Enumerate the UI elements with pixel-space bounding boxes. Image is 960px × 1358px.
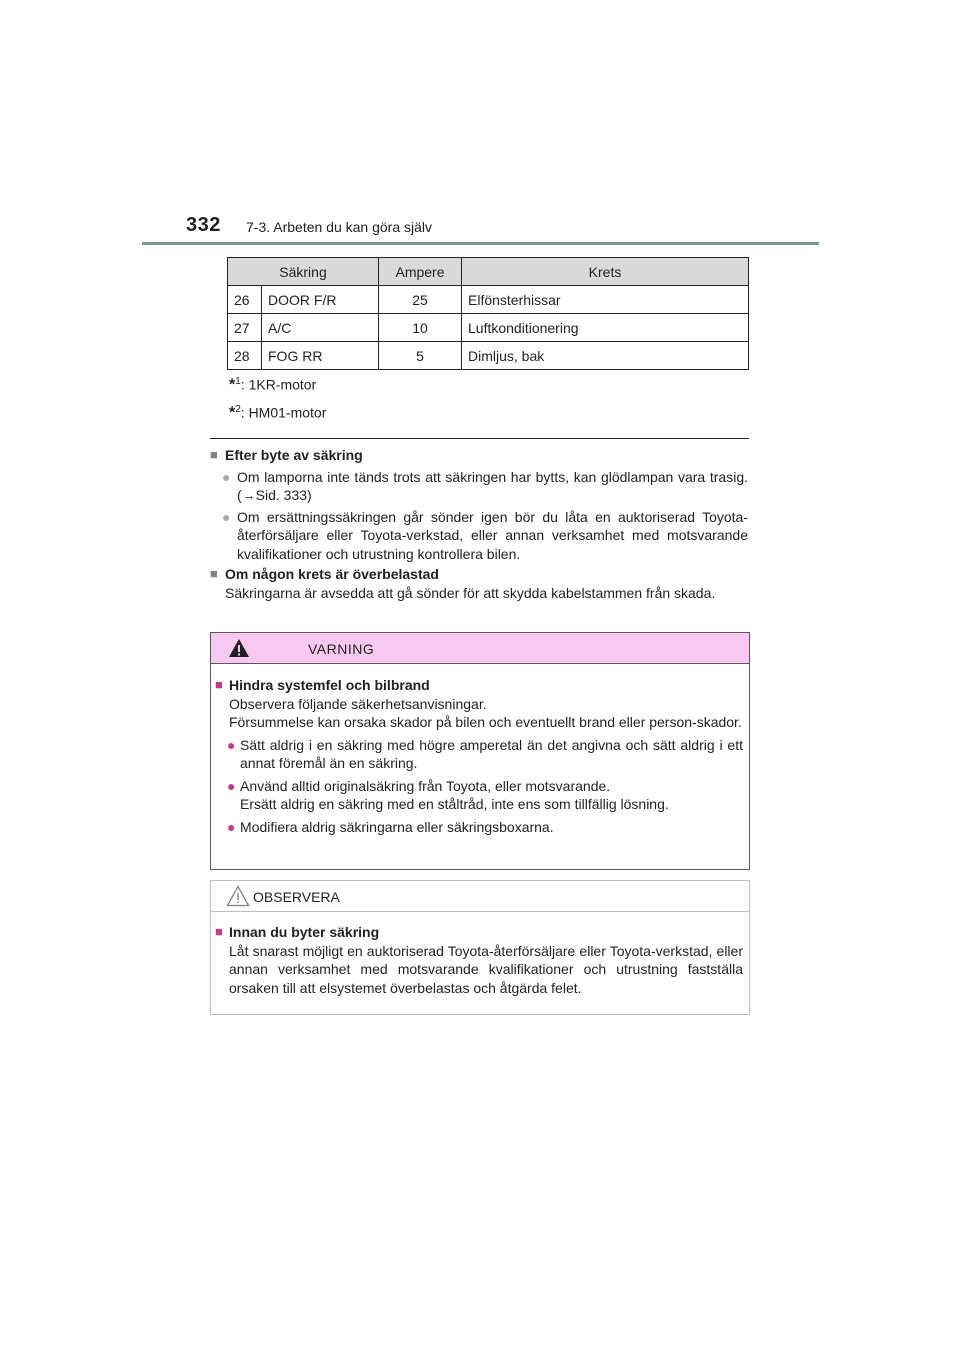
paragraph: Försummelse kan orsaka skador på bilen och eventuellt brand eller person-skador. [229, 714, 742, 730]
footnote [229, 376, 326, 395]
footnote-number: 2 [235, 403, 241, 415]
square-bullet-icon: ■ [210, 447, 218, 462]
list-item-text: Om ersättningssäkringen går sönder igen bör du låta en auktoriserad Toyota-återförsäljare eller Toyota-verkstad, eller annan verksamhet med motsvarande kvalifikationer och utrustning kontrollera bilen. [237, 508, 748, 562]
warning-header [211, 633, 749, 664]
list-item-text: Sätt aldrig i en säkring med högre amperetal än det angivna och sätt aldrig i ett annat föremål än en säkring. [240, 736, 743, 771]
footnote-mark: * [229, 376, 236, 394]
fuse-circuit: Elfönsterhissar [462, 286, 749, 314]
fuse-name: FOG RR [262, 342, 379, 370]
column-header-ampere: Ampere [379, 258, 462, 286]
notice-heading [215, 923, 743, 942]
paragraph: Låt snarast möjligt en auktoriserad Toyota-återförsäljare eller Toyota-verkstad, eller annan verksamhet med motsvarande kvalifikationer och utrustning fastställa orsaken till att elsystemet överbelastas och åtgärda felet. [229, 942, 743, 996]
chapter-title: 7-3. Arbeten du kan göra själv [246, 219, 433, 235]
paragraph: Observera följande säkerhetsanvisningar. [229, 695, 487, 712]
round-bullet-icon: ● [222, 468, 231, 485]
list-item-text: Modifiera aldrig säkringarna eller säkringsboxarna. [240, 818, 554, 835]
fuse-circuit: Luftkonditionering [462, 314, 749, 342]
fuse-number: 27 [228, 314, 262, 342]
table-row [228, 286, 749, 314]
fuse-name: DOOR F/R [262, 286, 379, 314]
round-bullet-icon: ● [227, 818, 236, 835]
fuse-name: A/C [262, 314, 379, 342]
round-bullet-icon: ● [227, 736, 236, 753]
square-bullet-icon: ■ [210, 566, 218, 581]
section-divider [210, 438, 749, 439]
notice-body [215, 923, 743, 997]
page-number: 332 [186, 214, 221, 236]
column-header-fuse: Säkring [228, 258, 379, 286]
square-bullet-icon: ■ [215, 677, 223, 692]
square-bullet-icon: ■ [215, 924, 223, 939]
list-item [215, 736, 743, 773]
fuse-ampere: 10 [379, 314, 462, 342]
notes-section [210, 444, 748, 602]
heading-text: Efter byte av säkring [225, 447, 363, 463]
footnote-mark: * [229, 404, 236, 422]
fuse-ampere: 5 [379, 342, 462, 370]
warning-box [210, 632, 750, 870]
paragraph: Säkringarna är avsedda att gå sönder för att skydda kabelstammen från skada. [225, 584, 716, 601]
list-item [210, 468, 748, 505]
fuse-table [227, 257, 749, 370]
table-row [228, 342, 749, 370]
table-row [228, 314, 749, 342]
section-heading [210, 565, 748, 584]
round-bullet-icon: ● [222, 508, 231, 525]
fuse-number: 28 [228, 342, 262, 370]
fuse-ampere: 25 [379, 286, 462, 314]
notice-triangle-icon [226, 885, 250, 907]
footnote-text: : HM01-motor [240, 404, 327, 421]
heading-text: Om någon krets är överbelastad [225, 566, 439, 582]
notice-title: OBSERVERA [253, 889, 340, 905]
footnote-number: 1 [235, 376, 241, 387]
warning-body [215, 674, 743, 836]
list-item-text: Om lamporna inte tänds trots att säkringen har bytts, kan glödlampan vara trasig. (→Sid. 333) [237, 468, 748, 503]
list-item-text: Använd alltid originalsäkring från Toyota, eller motsvarande. [240, 777, 611, 794]
header-rule [142, 242, 819, 245]
footnote-text: : 1KR-motor [240, 376, 317, 393]
warning-triangle-icon [228, 638, 250, 658]
fuse-number: 26 [228, 286, 262, 314]
warning-heading [215, 676, 743, 695]
round-bullet-icon: ● [227, 777, 236, 794]
heading-text: Innan du byter säkring [229, 924, 380, 940]
heading-text: Hindra systemfel och bilbrand [229, 677, 430, 693]
column-header-circuit: Krets [462, 258, 749, 286]
list-item [215, 818, 743, 837]
list-item [210, 508, 748, 564]
fuse-circuit: Dimljus, bak [462, 342, 749, 370]
warning-title: VARNING [308, 641, 375, 657]
list-item [215, 777, 743, 814]
notice-box [210, 880, 750, 1015]
list-item-text: Ersätt aldrig en säkring med en ståltråd, inte ens som tillfällig lösning. [240, 796, 669, 812]
notice-header [211, 881, 749, 912]
section-heading [210, 446, 748, 465]
footnote [229, 404, 326, 423]
footnotes [229, 376, 326, 431]
table-header-row [228, 258, 749, 286]
